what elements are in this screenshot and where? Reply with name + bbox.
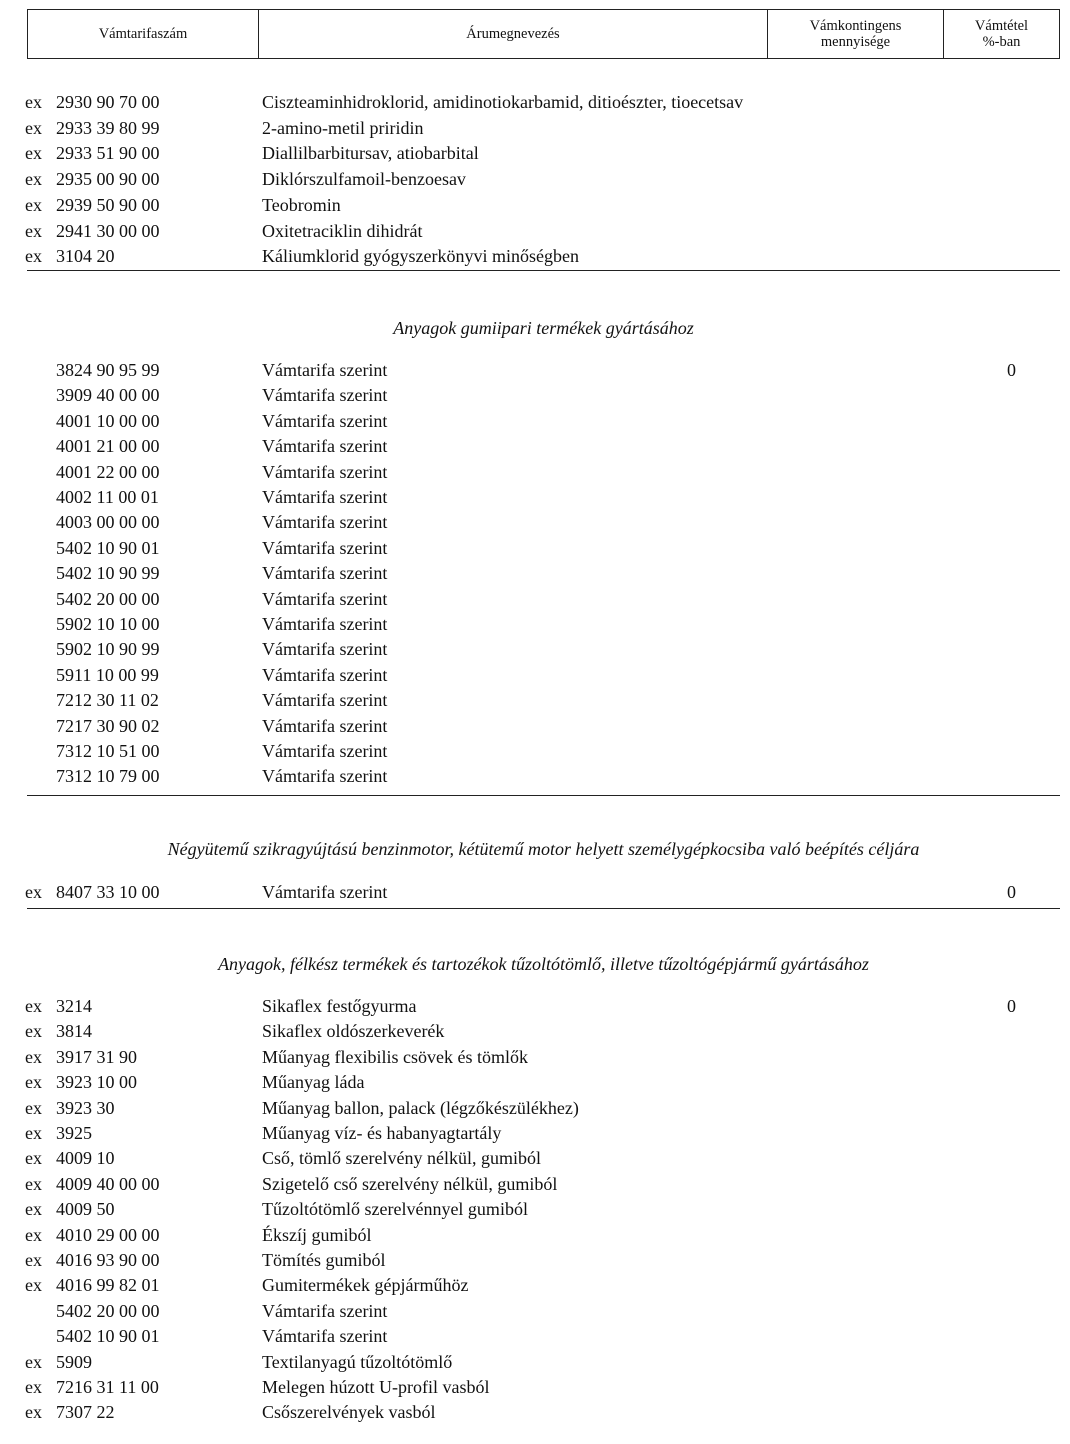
ex-marker: ex bbox=[25, 92, 42, 112]
tariff-code: 3925 bbox=[56, 1123, 92, 1143]
table-row bbox=[0, 219, 1070, 243]
goods-description: Vámtarifa szerint bbox=[262, 614, 388, 634]
ex-marker: ex bbox=[25, 1173, 42, 1194]
tariff-code: 4009 40 00 00 bbox=[56, 1173, 160, 1194]
table-row bbox=[0, 1273, 1070, 1297]
table-row bbox=[0, 1324, 1070, 1348]
table-row bbox=[0, 1172, 1070, 1196]
tariff-code: 4001 10 00 00 bbox=[56, 410, 160, 431]
goods-description: Vámtarifa szerint bbox=[262, 360, 388, 380]
table-row bbox=[0, 663, 1070, 687]
table-row bbox=[0, 1121, 1070, 1145]
section-divider bbox=[27, 795, 1060, 796]
header-tariff-number-label: Vámtarifaszám bbox=[98, 26, 188, 42]
header-duty-line2: %-ban bbox=[982, 34, 1021, 50]
ex-marker: ex bbox=[25, 882, 42, 902]
table-row bbox=[0, 587, 1070, 611]
ex-marker: ex bbox=[25, 1224, 42, 1245]
table-row bbox=[0, 1197, 1070, 1221]
ex-marker: ex bbox=[25, 143, 42, 164]
tariff-code: 2939 50 90 00 bbox=[56, 194, 160, 215]
ex-marker: ex bbox=[25, 1148, 42, 1169]
header-quota-quantity-label bbox=[810, 18, 902, 50]
ex-marker: ex bbox=[25, 1046, 42, 1067]
goods-description: Vámtarifa szerint bbox=[262, 461, 388, 482]
tariff-code: 4016 99 82 01 bbox=[56, 1275, 160, 1296]
tariff-code: 2933 39 80 99 bbox=[56, 117, 160, 138]
tariff-code: 3824 90 95 99 bbox=[56, 360, 160, 380]
tariff-code: 7307 22 bbox=[56, 1402, 115, 1423]
goods-description: Oxitetraciklin dihidrát bbox=[262, 220, 423, 241]
table-row bbox=[0, 739, 1070, 763]
tariff-code: 3917 31 90 bbox=[56, 1046, 137, 1067]
tariff-code: 4001 22 00 00 bbox=[56, 461, 160, 482]
header-goods-description bbox=[258, 10, 767, 58]
tariff-code: 7312 10 79 00 bbox=[56, 766, 160, 787]
goods-description: Textilanyagú tűzoltótömlő bbox=[262, 1351, 453, 1372]
table-row bbox=[0, 1019, 1070, 1043]
section-divider bbox=[27, 270, 1060, 271]
ex-marker: ex bbox=[25, 1250, 42, 1270]
table-row bbox=[0, 1070, 1070, 1094]
tariff-code: 7212 30 11 02 bbox=[56, 690, 159, 711]
ex-marker: ex bbox=[25, 220, 42, 241]
header-quota-line1: Vámkontingens bbox=[809, 18, 902, 34]
goods-description: Vámtarifa szerint bbox=[262, 690, 388, 711]
ex-marker: ex bbox=[25, 117, 42, 138]
goods-description: Cső, tömlő szerelvény nélkül, gumiból bbox=[262, 1148, 541, 1169]
goods-description: Tűzoltótömlő szerelvénnyel gumiból bbox=[262, 1199, 528, 1220]
table-row bbox=[0, 1350, 1070, 1374]
goods-description: Sikaflex festőgyurma bbox=[262, 996, 417, 1016]
table-row bbox=[0, 994, 1070, 1018]
table-row bbox=[0, 1400, 1070, 1424]
ex-marker: ex bbox=[25, 996, 42, 1016]
header-duty-rate-label bbox=[975, 18, 1028, 50]
table-row bbox=[0, 1375, 1070, 1399]
table-row bbox=[0, 358, 1070, 382]
ex-marker: ex bbox=[25, 1072, 42, 1093]
goods-description: Vámtarifa szerint bbox=[262, 512, 388, 533]
ex-marker: ex bbox=[25, 246, 42, 267]
goods-description: Vámtarifa szerint bbox=[262, 715, 388, 736]
ex-marker: ex bbox=[25, 1097, 42, 1118]
ex-marker: ex bbox=[25, 1351, 42, 1372]
goods-description: Vámtarifa szerint bbox=[262, 563, 388, 584]
goods-description: Káliumklorid gyógyszerkönyvi minőségben bbox=[262, 246, 579, 267]
tariff-code: 2930 90 70 00 bbox=[56, 92, 160, 112]
tariff-code: 4002 11 00 01 bbox=[56, 487, 159, 507]
header-tariff-number bbox=[28, 10, 258, 58]
duty-rate: 0 bbox=[1007, 360, 1016, 380]
table-row bbox=[0, 1096, 1070, 1120]
table-row bbox=[0, 510, 1070, 534]
tariff-code: 5402 10 90 01 bbox=[56, 537, 160, 558]
goods-description: Csőszerelvények vasból bbox=[262, 1402, 436, 1423]
tariff-code: 3909 40 00 00 bbox=[56, 385, 160, 406]
goods-description: Műanyag láda bbox=[262, 1072, 365, 1093]
goods-description: Gumitermékek gépjárműhöz bbox=[262, 1275, 469, 1296]
ex-marker: ex bbox=[25, 1021, 42, 1042]
tariff-code: 2941 30 00 00 bbox=[56, 220, 160, 241]
goods-description: Vámtarifa szerint bbox=[262, 410, 388, 431]
goods-description: Vámtarifa szerint bbox=[262, 639, 388, 660]
goods-description: Műanyag ballon, palack (légzőkészülékhez) bbox=[262, 1097, 579, 1118]
table-row bbox=[0, 764, 1070, 788]
table-row bbox=[0, 409, 1070, 433]
table-row bbox=[0, 714, 1070, 738]
tariff-code: 3104 20 bbox=[56, 246, 115, 267]
table-row bbox=[0, 1299, 1070, 1323]
tariff-code: 5402 10 90 99 bbox=[56, 563, 160, 584]
goods-description: Vámtarifa szerint bbox=[262, 537, 388, 558]
goods-description: Műanyag víz- és habanyagtartály bbox=[262, 1123, 502, 1143]
goods-description: Vámtarifa szerint bbox=[262, 436, 388, 457]
goods-description: Tömítés gumiból bbox=[262, 1250, 386, 1270]
goods-description: Vámtarifa szerint bbox=[262, 1300, 388, 1321]
table-row bbox=[0, 485, 1070, 509]
goods-description: Diallilbarbitursav, atiobarbital bbox=[262, 143, 479, 164]
goods-description: Vámtarifa szerint bbox=[262, 385, 388, 406]
table-row bbox=[0, 536, 1070, 560]
goods-description: Vámtarifa szerint bbox=[262, 664, 388, 685]
header-quota-quantity bbox=[767, 10, 943, 58]
goods-description: Műanyag flexibilis csövek és tömlők bbox=[262, 1046, 528, 1067]
goods-description: Vámtarifa szerint bbox=[262, 487, 388, 507]
goods-description: Melegen húzott U-profil vasból bbox=[262, 1377, 490, 1397]
ex-marker: ex bbox=[25, 194, 42, 215]
goods-description: Vámtarifa szerint bbox=[262, 766, 388, 787]
tariff-code: 8407 33 10 00 bbox=[56, 882, 160, 902]
tariff-code: 4016 93 90 00 bbox=[56, 1250, 160, 1270]
table-row bbox=[0, 1045, 1070, 1069]
tariff-code: 5402 20 00 00 bbox=[56, 1300, 160, 1321]
table-row bbox=[0, 688, 1070, 712]
ex-marker: ex bbox=[25, 1377, 42, 1397]
goods-description: Vámtarifa szerint bbox=[262, 588, 388, 609]
goods-description: Vámtarifa szerint bbox=[262, 741, 388, 761]
header-duty-rate bbox=[943, 10, 1059, 58]
table-row bbox=[0, 141, 1070, 165]
ex-marker: ex bbox=[25, 1402, 42, 1423]
table-row bbox=[0, 116, 1070, 140]
tariff-code: 4003 00 00 00 bbox=[56, 512, 160, 533]
goods-description: Ciszteaminhidroklorid, amidinotiokarbamid, ditioészter, tioecetsav bbox=[262, 92, 744, 112]
table-row bbox=[0, 612, 1070, 636]
tariff-code: 2933 51 90 00 bbox=[56, 143, 160, 164]
tariff-code: 7216 31 11 00 bbox=[56, 1377, 159, 1397]
section-heading-rubber: Anyagok gumiipari termékek gyártásához bbox=[393, 318, 694, 338]
goods-description: Diklórszulfamoil-benzoesav bbox=[262, 169, 466, 190]
tariff-code: 2935 00 90 00 bbox=[56, 169, 160, 190]
goods-description: Szigetelő cső szerelvény nélkül, gumiból bbox=[262, 1173, 558, 1194]
section-heading-fire: Anyagok, félkész termékek és tartozékok tűzoltótömlő, illetve tűzoltógépjármű gyártásához bbox=[218, 954, 869, 974]
table-row bbox=[0, 90, 1070, 114]
table-row bbox=[0, 561, 1070, 585]
tariff-code: 7217 30 90 02 bbox=[56, 715, 160, 736]
ex-marker: ex bbox=[25, 169, 42, 190]
goods-description: 2-amino-metil priridin bbox=[262, 117, 424, 138]
table-row bbox=[0, 880, 1070, 904]
header-goods-description-label: Árumegnevezés bbox=[466, 26, 560, 42]
ex-marker: ex bbox=[25, 1275, 42, 1296]
header-quota-line2: mennyisége bbox=[820, 34, 891, 50]
header-duty-line1: Vámtétel bbox=[974, 18, 1029, 34]
section-divider bbox=[27, 908, 1060, 909]
table-row bbox=[0, 460, 1070, 484]
tariff-code: 4010 29 00 00 bbox=[56, 1224, 160, 1245]
goods-description: Ékszíj gumiból bbox=[262, 1224, 372, 1245]
table-row bbox=[0, 1223, 1070, 1247]
table-row bbox=[0, 1146, 1070, 1170]
duty-rate: 0 bbox=[1007, 882, 1016, 902]
tariff-code: 3923 10 00 bbox=[56, 1072, 137, 1093]
tariff-code: 5402 20 00 00 bbox=[56, 588, 160, 609]
table-row bbox=[0, 637, 1070, 661]
tariff-code: 4001 21 00 00 bbox=[56, 436, 160, 457]
duty-rate: 0 bbox=[1007, 996, 1016, 1016]
goods-description: Teobromin bbox=[262, 194, 341, 215]
ex-marker: ex bbox=[25, 1123, 42, 1143]
tariff-code: 5402 10 90 01 bbox=[56, 1326, 160, 1347]
goods-description: Sikaflex oldószerkeverék bbox=[262, 1021, 445, 1042]
goods-description: Vámtarifa szerint bbox=[262, 882, 388, 902]
table-row bbox=[0, 1248, 1070, 1272]
tariff-code: 4009 50 bbox=[56, 1199, 115, 1220]
tariff-code: 3814 bbox=[56, 1021, 92, 1042]
section-heading-engine: Négyütemű szikragyújtású benzinmotor, kétütemű motor helyett személygépkocsiba való beépítés céljára bbox=[167, 839, 920, 859]
ex-marker: ex bbox=[25, 1199, 42, 1220]
tariff-code: 3923 30 bbox=[56, 1097, 115, 1118]
tariff-code: 4009 10 bbox=[56, 1148, 115, 1169]
table-row bbox=[0, 167, 1070, 191]
table-header bbox=[27, 9, 1060, 59]
goods-description: Vámtarifa szerint bbox=[262, 1326, 388, 1347]
tariff-code: 7312 10 51 00 bbox=[56, 741, 160, 761]
table-row bbox=[0, 383, 1070, 407]
tariff-code: 5902 10 90 99 bbox=[56, 639, 160, 660]
tariff-code: 5902 10 10 00 bbox=[56, 614, 160, 634]
tariff-code: 5909 bbox=[56, 1351, 92, 1372]
table-row bbox=[0, 434, 1070, 458]
tariff-code: 3214 bbox=[56, 996, 92, 1016]
table-row bbox=[0, 193, 1070, 217]
tariff-code: 5911 10 00 99 bbox=[56, 664, 159, 685]
table-row bbox=[0, 244, 1070, 268]
